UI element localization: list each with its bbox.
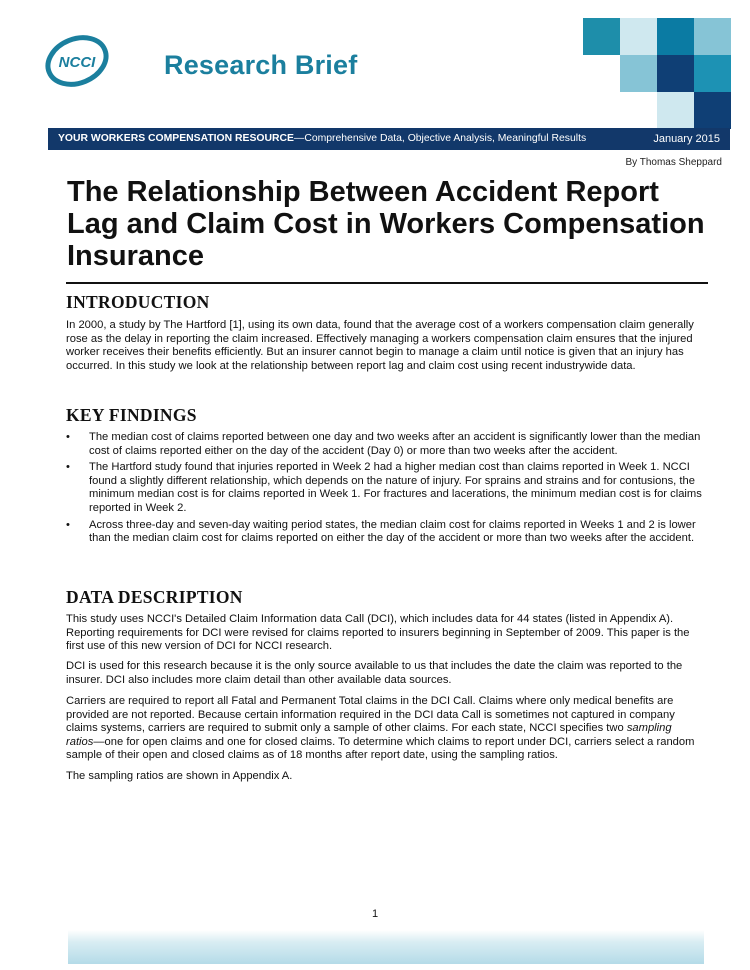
data-description-p4: The sampling ratios are shown in Appendix A.: [66, 770, 293, 782]
banner-bold: YOUR WORKERS COMPENSATION RESOURCE: [58, 133, 294, 144]
list-item: • The Hartford study found that injuries reported in Week 2 had a higher median cost than claims reported in Week 1. NCCI found a slightly different relationship, which depends on the nature of injury. For sprains and strains and for contusions, the minimum median cost is for claims reported in Week 1. For fractures and lacerations, the minimum median cost is for claims reported in Week 2.: [66, 461, 702, 515]
introduction-text: In 2000, a study by The Hartford [1], using its own data, found that the average cost of a workers compensation claim generally rose as the delay in reporting the claim increased. Effectively managing a workers compensation claim ensures that the injured worker receives their benefits efficiently. But an insurer cannot begin to manage a claim until notice is given that an injury has occurred. In this study we look at the relationship between report lag and claim cost using recent industrywide data.: [66, 319, 694, 372]
square-6: [657, 55, 694, 92]
square-8: [657, 92, 694, 129]
ncci-logo: [40, 28, 118, 94]
page-number: 1: [371, 908, 379, 920]
data-description-p3: [66, 695, 702, 763]
square-2: [620, 18, 657, 55]
p3-emphasis: sampling ratios: [66, 722, 672, 748]
banner-text: [58, 128, 586, 150]
decorative-squares: [583, 18, 733, 128]
title-divider: [66, 282, 708, 284]
square-5: [620, 55, 657, 92]
logo-text: NCCI: [58, 54, 96, 71]
square-3: [657, 18, 694, 55]
square-9: [694, 92, 731, 129]
introduction-heading: INTRODUCTION: [66, 292, 210, 312]
list-item: • The median cost of claims reported between one day and two weeks after an accident is significantly lower than the median cost of claims reported either on the day of the accident (Day 0) or more than two weeks after the accident.: [66, 431, 702, 458]
byline: By Thomas Sheppard: [625, 157, 722, 168]
key-findings-heading: KEY FINDINGS: [66, 405, 197, 425]
p3-text-b: —one for open claims and one for closed claims. To determine which claims to report under DCI, carriers select a random sample of their open and closed claims as of 18 months after report date, using the sampling ratios.: [66, 735, 695, 762]
square-1: [583, 18, 620, 55]
document-title: The Relationship Between Accident Report Lag and Claim Cost in Workers Compensation Insurance: [67, 176, 705, 272]
p3-text-a: Carriers are required to report all Fatal and Permanent Total claims in the DCI Call. Claims where only medical benefits are provided are not reported. Because certain information required in the DCI data Call is sometimes not captured in company claims systems, carriers are required to submit only a sample of other claims. For each state, NCCI specifies two: [66, 695, 675, 735]
issue-date: January 2015: [653, 133, 720, 145]
data-description-p2: DCI is used for this research because it is the only source available to us that includes the date the claim was reported to the insurer. DCI also includes more claim detail than other available data sources.: [66, 660, 683, 686]
footer-gradient-bar: [68, 930, 704, 964]
key-findings-list: [66, 431, 702, 549]
banner-tagline: —Comprehensive Data, Objective Analysis, Meaningful Results: [293, 133, 587, 144]
square-4: [694, 18, 731, 55]
data-description-heading: DATA DESCRIPTION: [66, 587, 243, 607]
list-item: • Across three-day and seven-day waiting period states, the median claim cost for claims reported in Weeks 1 and 2 is lower than the median claim cost for claims reported on either the day of the accident or more than two weeks after the accident.: [66, 519, 702, 546]
square-7: [694, 55, 731, 92]
brand-title: Research Brief: [164, 50, 358, 80]
header-banner: [48, 128, 730, 150]
data-description-p1: This study uses NCCI's Detailed Claim Information data Call (DCI), which includes data for 44 states (listed in Appendix A). Reporting requirements for DCI were revised for claims reported to insurers beginning in September of 2009. This paper is the first use of this new version of DCI for NCCI research.: [66, 613, 690, 653]
